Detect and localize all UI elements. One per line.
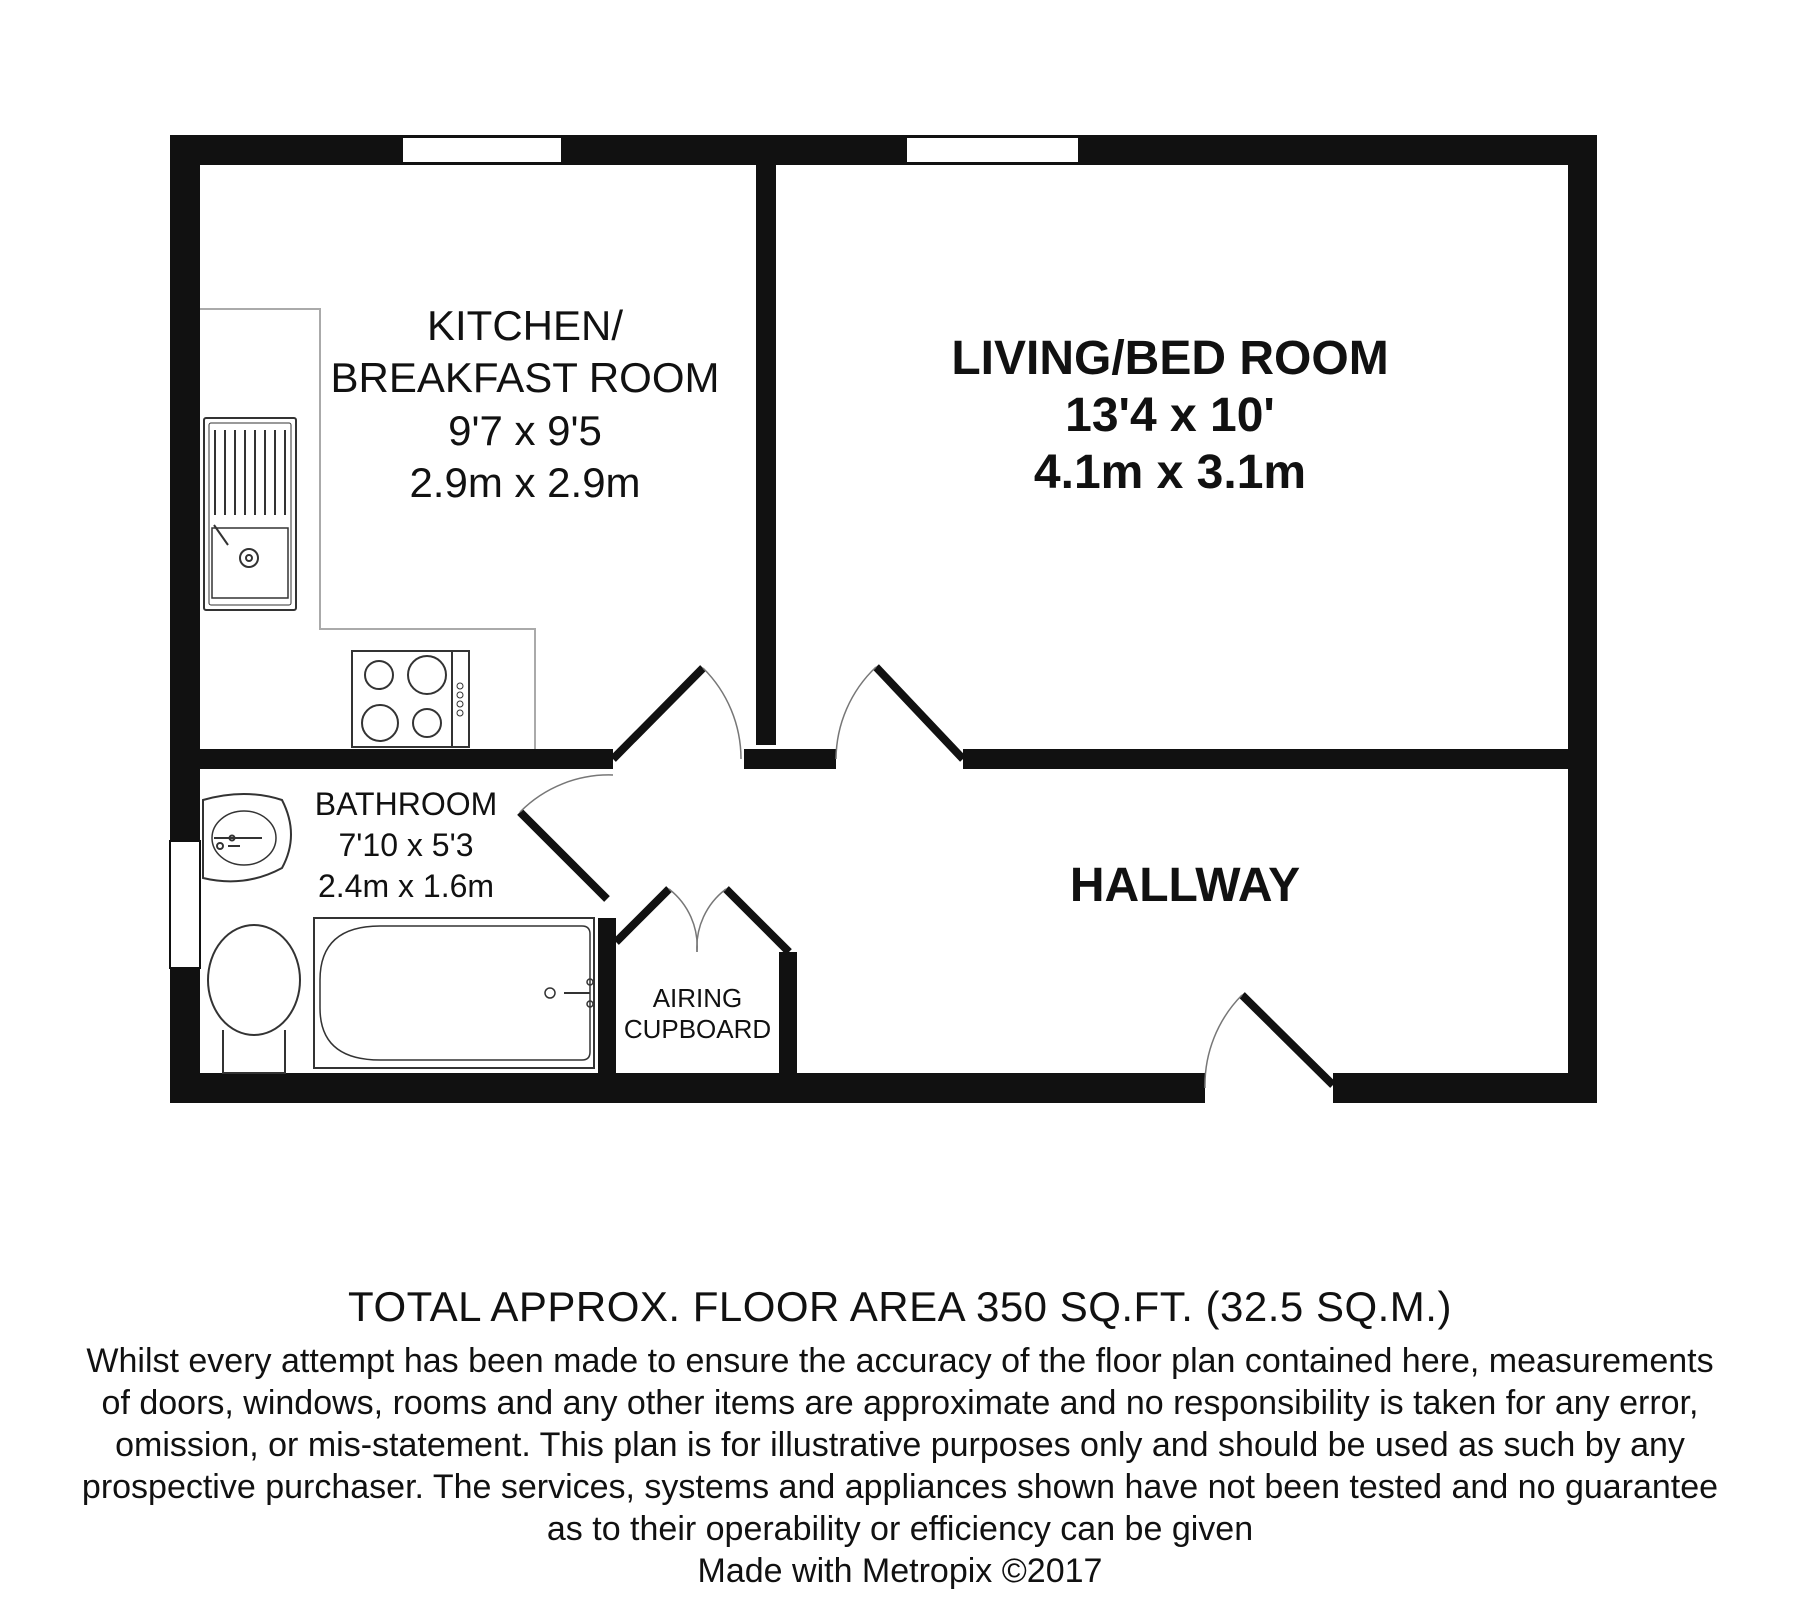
door-arc-kitchen [703,668,741,759]
bathroom-imperial: 7'10 x 5'3 [338,827,474,863]
door-leaf-kitchen [613,668,703,759]
sink-icon [204,418,296,610]
wall-right [1568,135,1597,1103]
wall-bath-right [598,918,616,1078]
outer-walls [170,135,1597,1103]
door-leaf-living [876,667,963,759]
window-kitchen [402,137,562,163]
window-bathroom [170,841,200,968]
door-arc-living [836,667,876,759]
toilet-icon [208,925,300,1073]
living-label [920,331,1420,501]
disclaimer-line: as to their operability or efficiency can be given [546,1510,1254,1548]
living-metric: 4.1m x 3.1m [1033,446,1307,500]
airing-line2: CUPBOARD [623,1014,772,1044]
door-leaf-airing-left [616,889,669,942]
wall-bottom-right [1333,1073,1597,1103]
living-name: LIVING/BED ROOM [951,332,1389,385]
wall-top [170,135,1597,165]
kitchen-label [300,302,750,507]
door-arc-airing-right [697,889,726,952]
bathroom-metric: 2.4m x 1.6m [317,868,495,904]
door-arc-airing-left [669,889,697,952]
window-living [906,137,1079,163]
kitchen-imperial: 9'7 x 9'5 [448,406,602,454]
metropix-credit: Made with Metropix ©2017 [697,1552,1103,1590]
washbasin-icon [203,794,291,881]
bathroom-name: BATHROOM [314,786,498,822]
wall-living-hall [963,749,1573,769]
door-arc-bathroom [520,775,613,812]
disclaimer-line: omission, or mis-statement. This plan is for illustrative purposes only and should be used as such by any [115,1426,1685,1464]
wall-kitchen-living [756,160,776,745]
kitchen-name-line2: BREAKFAST ROOM [330,354,720,402]
door-leaf-entrance [1242,995,1333,1085]
disclaimer-line: of doors, windows, rooms and any other items are approximate and no responsibility is taken for any error, [101,1384,1699,1422]
hallway-label [1035,858,1335,913]
disclaimer-line: prospective purchaser. The services, systems and appliances shown have not been tested and no guarantee [81,1468,1719,1506]
bathroom-label [296,784,516,907]
wall-living-door-stub [756,749,836,769]
wall-bottom-left [170,1073,1205,1103]
wall-kitchen-bath [195,749,613,769]
living-imperial: 13'4 x 10' [1065,389,1275,443]
bathtub-icon [314,918,594,1068]
hob-icon [352,651,469,747]
total-floor-area: TOTAL APPROX. FLOOR AREA 350 SQ.FT. (32.5 SQ.M.) [348,1283,1452,1330]
disclaimer-line: Whilst every attempt has been made to ensure the accuracy of the floor plan contained here, measurements [86,1342,1714,1380]
wall-airing-right [779,952,797,1078]
airing-line1: AIRING [652,983,743,1013]
interior-walls [195,160,1573,1078]
door-arc-entrance [1205,995,1242,1088]
airing-cupboard-label [616,983,779,1045]
kitchen-name-line1: KITCHEN/ [426,302,623,349]
disclaimer [0,1340,1800,1592]
hallway-name: HALLWAY [1069,859,1301,912]
door-leaf-airing-right [726,889,789,952]
kitchen-metric: 2.9m x 2.9m [409,458,641,506]
door-leaf-bathroom [520,812,607,899]
